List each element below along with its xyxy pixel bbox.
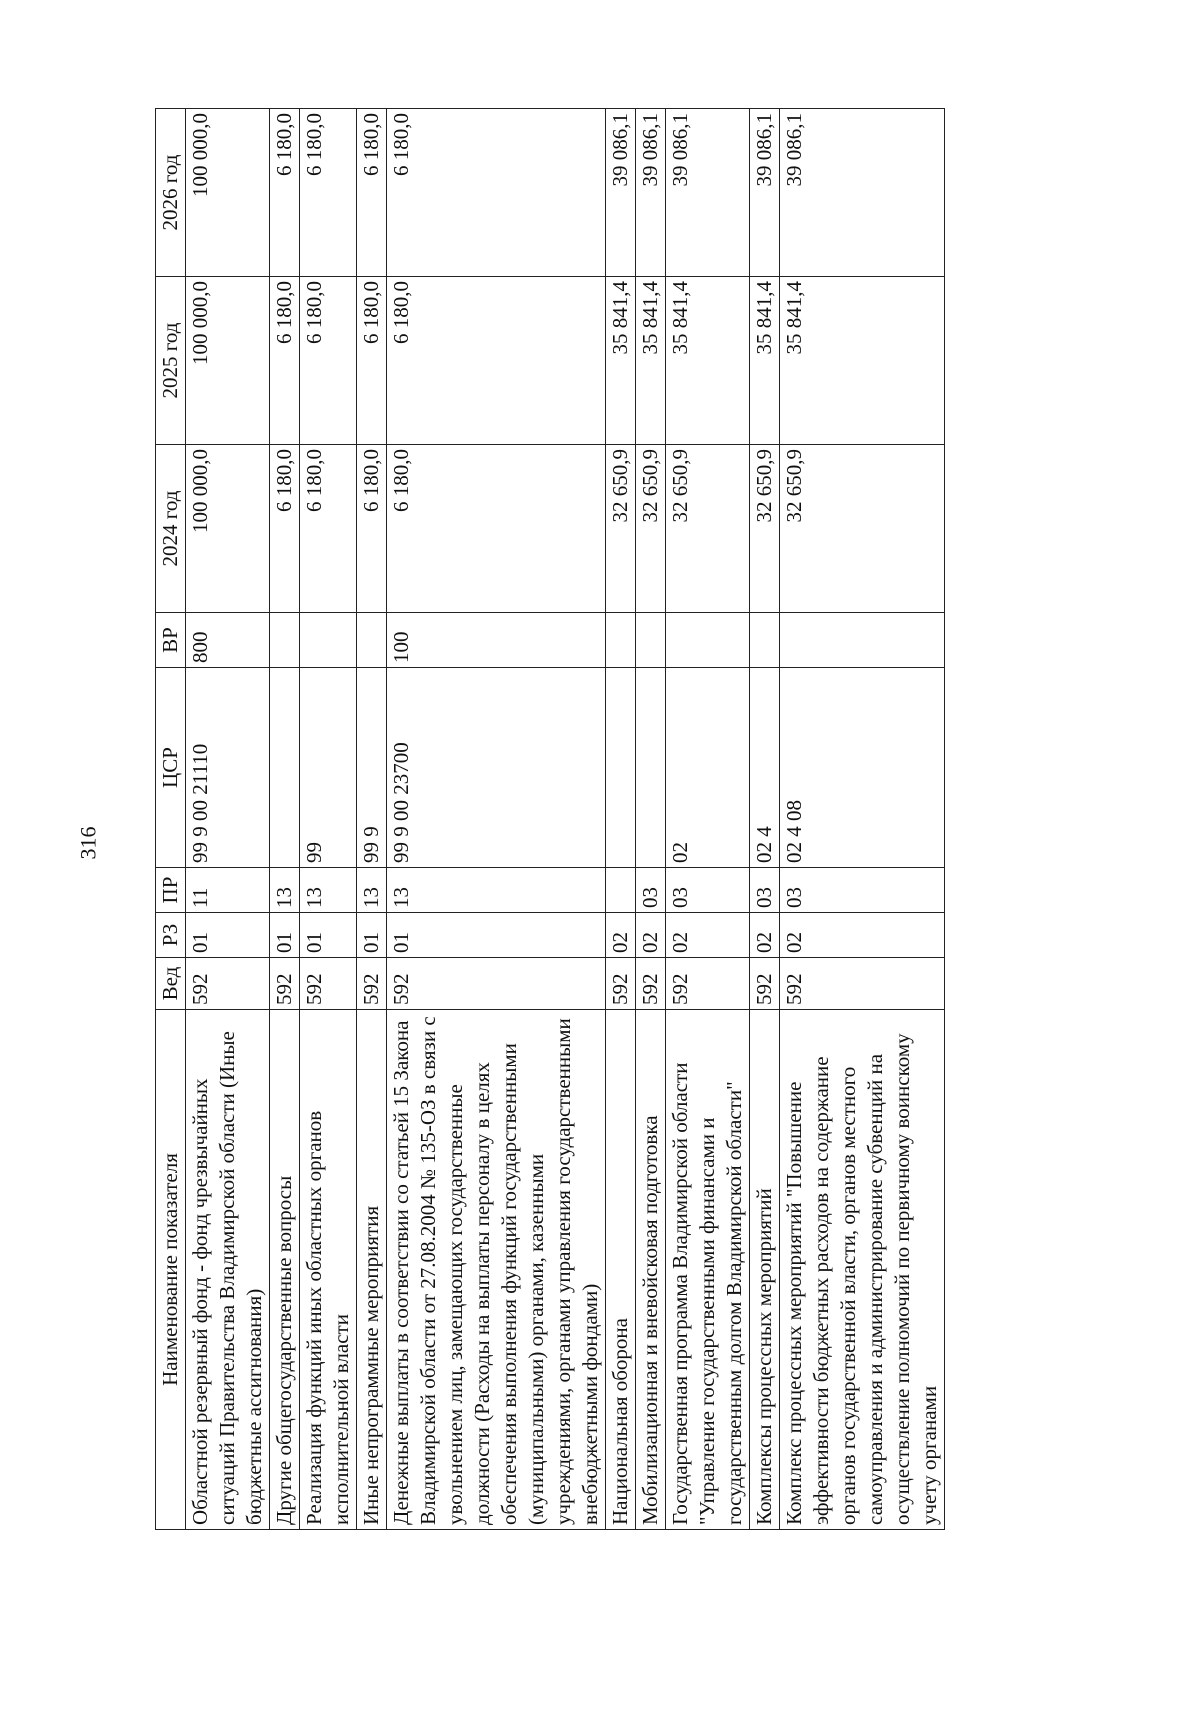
header-ved: Вед xyxy=(156,958,186,1010)
cell-ved: 592 xyxy=(270,958,300,1010)
cell-csr xyxy=(636,668,666,868)
table-row xyxy=(780,109,945,1530)
cell-2026: 6 180,0 xyxy=(270,109,300,277)
cell-2025: 35 841,4 xyxy=(636,277,666,445)
cell-2026: 39 086,1 xyxy=(750,109,780,277)
header-csr: ЦСР xyxy=(156,668,186,868)
cell-pr: 13 xyxy=(270,868,300,913)
cell-ved: 592 xyxy=(387,958,606,1010)
header-name: Наименование показателя xyxy=(156,1010,186,1530)
cell-2025: 35 841,4 xyxy=(750,277,780,445)
cell-rz: 02 xyxy=(606,913,636,958)
cell-2024: 6 180,0 xyxy=(357,445,387,613)
cell-vr xyxy=(270,613,300,668)
cell-name: Реализация функций иных областных органов исполнительной власти xyxy=(300,1010,357,1530)
cell-vr xyxy=(606,613,636,668)
table-row xyxy=(606,109,636,1530)
cell-csr: 02 xyxy=(666,668,750,868)
table-row xyxy=(270,109,300,1530)
cell-2024: 32 650,9 xyxy=(666,445,750,613)
cell-pr: 03 xyxy=(780,868,945,913)
header-rz: РЗ xyxy=(156,913,186,958)
cell-csr: 99 9 00 21110 xyxy=(186,668,270,868)
cell-pr: 13 xyxy=(357,868,387,913)
cell-ved: 592 xyxy=(186,958,270,1010)
table-row xyxy=(666,109,750,1530)
cell-pr xyxy=(606,868,636,913)
cell-csr: 99 xyxy=(300,668,357,868)
header-vr: ВР xyxy=(156,613,186,668)
cell-2024: 32 650,9 xyxy=(750,445,780,613)
cell-2026: 6 180,0 xyxy=(357,109,387,277)
cell-vr xyxy=(357,613,387,668)
cell-ved: 592 xyxy=(750,958,780,1010)
cell-rz: 02 xyxy=(750,913,780,958)
cell-name: Областной резервный фонд - фонд чрезвычайных ситуаций Правительства Владимирской области (Иные бюджетные ассигнования) xyxy=(186,1010,270,1530)
cell-2024: 100 000,0 xyxy=(186,445,270,613)
cell-name: Денежные выплаты в соответствии со статьей 15 Закона Владимирской области от 27.08.2004 № 135-ОЗ в связи с увольнением лиц, замещающих государственные должности (Расходы на выплаты персоналу в целях обеспечения выполнения функций государственными (муниципальными) органами, казенными учреждениями, органами управления государственными внебюджетными фондами) xyxy=(387,1010,606,1530)
table-row xyxy=(387,109,606,1530)
cell-ved: 592 xyxy=(636,958,666,1010)
page-number: 316 xyxy=(75,826,101,860)
cell-csr: 02 4 08 xyxy=(780,668,945,868)
cell-csr: 99 9 00 23700 xyxy=(387,668,606,868)
cell-name: Государственная программа Владимирской области "Управление государственными финансами и государственным долгом Владимирской области" xyxy=(666,1010,750,1530)
cell-pr: 03 xyxy=(750,868,780,913)
cell-vr xyxy=(750,613,780,668)
cell-csr: 99 9 xyxy=(357,668,387,868)
cell-2025: 6 180,0 xyxy=(300,277,357,445)
cell-2026: 6 180,0 xyxy=(300,109,357,277)
cell-pr: 13 xyxy=(300,868,357,913)
cell-vr xyxy=(780,613,945,668)
cell-pr: 03 xyxy=(666,868,750,913)
table-row xyxy=(357,109,387,1530)
cell-2025: 6 180,0 xyxy=(270,277,300,445)
table-row xyxy=(750,109,780,1530)
cell-csr xyxy=(270,668,300,868)
cell-2025: 6 180,0 xyxy=(357,277,387,445)
cell-vr xyxy=(300,613,357,668)
cell-2024: 32 650,9 xyxy=(780,445,945,613)
cell-rz: 02 xyxy=(780,913,945,958)
cell-vr: 800 xyxy=(186,613,270,668)
cell-2026: 39 086,1 xyxy=(606,109,636,277)
cell-csr xyxy=(606,668,636,868)
table-row xyxy=(300,109,357,1530)
cell-2025: 35 841,4 xyxy=(606,277,636,445)
cell-pr: 13 xyxy=(387,868,606,913)
cell-vr xyxy=(636,613,666,668)
cell-2026: 100 000,0 xyxy=(186,109,270,277)
cell-vr xyxy=(666,613,750,668)
cell-ved: 592 xyxy=(606,958,636,1010)
cell-2024: 6 180,0 xyxy=(300,445,357,613)
cell-2026: 39 086,1 xyxy=(666,109,750,277)
cell-2025: 100 000,0 xyxy=(186,277,270,445)
cell-csr: 02 4 xyxy=(750,668,780,868)
header-2026: 2026 год xyxy=(156,109,186,277)
cell-rz: 01 xyxy=(387,913,606,958)
cell-2026: 39 086,1 xyxy=(780,109,945,277)
cell-name: Комплекс процессных мероприятий "Повышение эффективности бюджетных расходов на содержание органов государственной власти, органов местного самоуправления и администрирование субвенций на осуществление полномочий по первичному воинскому учету органами xyxy=(780,1010,945,1530)
cell-name: Мобилизационная и вневойсковая подготовка xyxy=(636,1010,666,1530)
cell-rz: 01 xyxy=(186,913,270,958)
cell-2024: 32 650,9 xyxy=(606,445,636,613)
cell-rz: 02 xyxy=(636,913,666,958)
table-row xyxy=(636,109,666,1530)
cell-pr: 03 xyxy=(636,868,666,913)
cell-rz: 01 xyxy=(270,913,300,958)
cell-2025: 35 841,4 xyxy=(666,277,750,445)
cell-rz: 02 xyxy=(666,913,750,958)
cell-name: Иные непрограммные мероприятия xyxy=(357,1010,387,1530)
cell-rz: 01 xyxy=(357,913,387,958)
cell-vr: 100 xyxy=(387,613,606,668)
rotated-table-container xyxy=(155,110,1135,1530)
cell-ved: 592 xyxy=(780,958,945,1010)
cell-pr: 11 xyxy=(186,868,270,913)
cell-name: Другие общегосударственные вопросы xyxy=(270,1010,300,1530)
cell-name: Комплексы процессных мероприятий xyxy=(750,1010,780,1530)
cell-ved: 592 xyxy=(357,958,387,1010)
cell-2024: 6 180,0 xyxy=(387,445,606,613)
table-row xyxy=(186,109,270,1530)
cell-name: Национальная оборона xyxy=(606,1010,636,1530)
header-2024: 2024 год xyxy=(156,445,186,613)
cell-2026: 6 180,0 xyxy=(387,109,606,277)
cell-2024: 32 650,9 xyxy=(636,445,666,613)
cell-ved: 592 xyxy=(666,958,750,1010)
cell-2026: 39 086,1 xyxy=(636,109,666,277)
budget-table xyxy=(155,108,945,1530)
table-header-row xyxy=(156,109,186,1530)
cell-2025: 35 841,4 xyxy=(780,277,945,445)
cell-rz: 01 xyxy=(300,913,357,958)
cell-ved: 592 xyxy=(300,958,357,1010)
cell-2024: 6 180,0 xyxy=(270,445,300,613)
header-pr: ПР xyxy=(156,868,186,913)
header-2025: 2025 год xyxy=(156,277,186,445)
cell-2025: 6 180,0 xyxy=(387,277,606,445)
